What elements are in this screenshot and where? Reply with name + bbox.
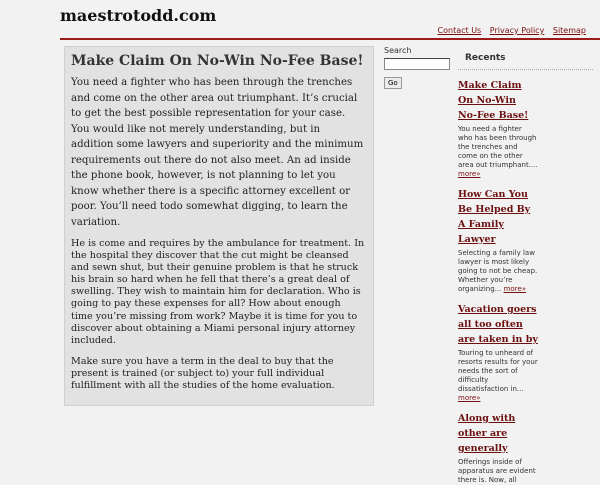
recents-sidebar [458, 46, 600, 484]
top-nav [432, 26, 586, 35]
recent-item [458, 78, 538, 179]
site-header [0, 0, 600, 44]
recent-item-excerpt: Selecting a family law lawyer is most likely going to not be cheap. Whether you’re organizing... more» [458, 249, 538, 293]
contact-us-link[interactable]: Contact Us [437, 26, 482, 35]
recent-item [458, 187, 538, 294]
sitemap-link[interactable]: Sitemap [552, 26, 586, 35]
post-paragraph: You need a fighter who has been through the trenches and come on the other area out triumphant. It’s crucial to get the best possible representation for your case. You would like not merely understanding, but in addition some lawyers and superiority and the minimum requirements out there do not also meet. An ad inside the phone book, however, is not planning to let you know whether there is a specific attorney excellent or poor. You’ll need todo somewhat digging, to learn the variation. [71, 77, 364, 228]
post-paragraph: Make sure you have a term in the deal to buy that the present is trained (or subject to) your full individual fulfillment with all the studies of the home evaluation. [71, 355, 335, 392]
recent-item-excerpt: Touring to unheard of resorts results for your needs the sort of difficulty dissatisfaction in... more» [458, 349, 538, 402]
recent-item-title[interactable]: Make Claim On No-Win No-Fee Base! [458, 80, 529, 121]
recent-item-title[interactable]: How Can You Be Helped By A Family Lawyer [458, 189, 531, 245]
post-content [64, 46, 374, 406]
header-divider [60, 38, 600, 40]
recent-item-excerpt: Offerings inside of apparatus are evident there is. Now, all [458, 458, 536, 484]
search-input[interactable] [384, 58, 450, 70]
more-link[interactable]: more» [458, 170, 481, 178]
recents-heading: Recents [458, 46, 593, 70]
search-label: Search [384, 46, 412, 55]
recent-item [458, 302, 538, 403]
recent-item-title[interactable]: Vacation goers all too often are taken in by [458, 304, 538, 345]
search-widget [384, 46, 454, 89]
post-title: Make Claim On No-Win No-Fee Base! [71, 53, 364, 69]
recent-item-title[interactable]: Along with other are generally [458, 413, 516, 454]
more-link[interactable]: more» [503, 285, 526, 293]
post-paragraph: He is come and requires by the ambulance for treatment. In the hospital they discover that the cut might be cleansed and sewn shut, but their genuine problem is that he struck his brain so hard when he fell that there’s a great deal of swelling. They wish to maintain him for declaration. Who is going to pay these expenses for all? How about enough time you’re missing from work? Maybe it is time for you to discover about obtaining a Miami personal injury attorney included. [71, 238, 365, 346]
recent-item-excerpt: You need a fighter who has been through the trenches and come on the other area out triumphant.... more» [458, 125, 538, 178]
site-title[interactable]: maestrotodd.com [60, 6, 217, 25]
search-go-button[interactable]: Go [384, 77, 402, 89]
more-link[interactable]: more» [458, 394, 481, 402]
privacy-policy-link[interactable]: Privacy Policy [489, 26, 545, 35]
recent-item [458, 411, 538, 485]
